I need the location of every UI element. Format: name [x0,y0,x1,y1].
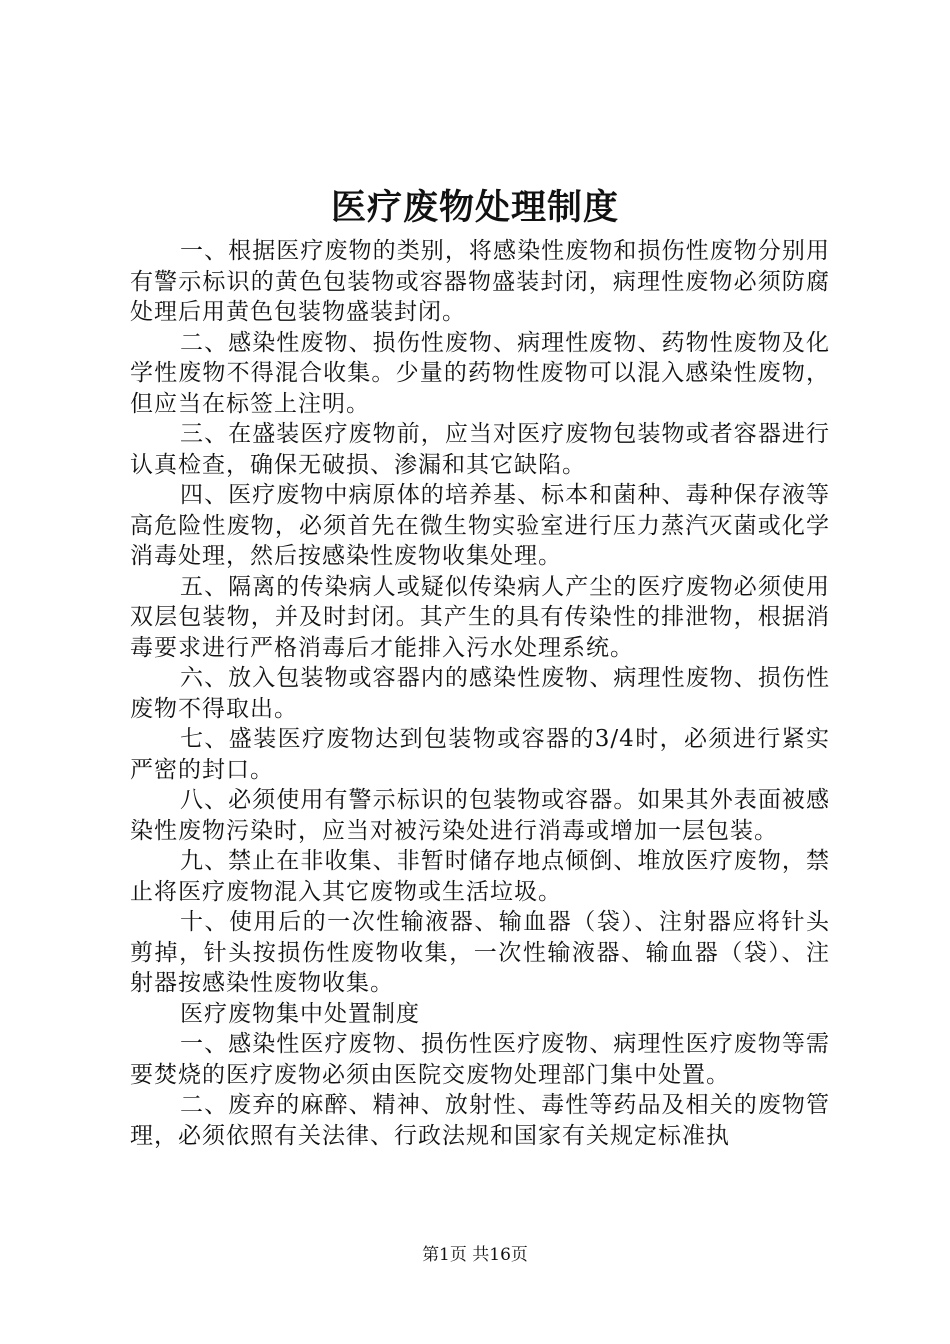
paragraph-7: 七、盛装医疗废物达到包装物或容器的3/4时，必须进行紧实严密的封口。 [130,726,830,783]
paragraph-6: 六、放入包装物或容器内的感染性废物、病理性废物、损伤性废物不得取出。 [130,665,830,722]
paragraph-12: 二、废弃的麻醉、精神、放射性、毒性等药品及相关的废物管理，必须依照有关法律、行政法规和国家有关规定标准执 [130,1092,830,1149]
paragraph-11: 一、感染性医疗废物、损伤性医疗废物、病理性医疗废物等需要焚烧的医疗废物必须由医院交废物处理部门集中处置。 [130,1031,830,1088]
page-footer: 第1页 共16页 [422,1245,528,1265]
paragraph-9: 九、禁止在非收集、非暂时储存地点倾倒、堆放医疗废物，禁止将医疗废物混入其它废物或生活垃圾。 [130,848,830,905]
document-body [130,236,830,1151]
paragraph-8: 八、必须使用有警示标识的包装物或容器。如果其外表面被感染性废物污染时，应当对被污染处进行消毒或增加一层包装。 [130,787,830,844]
paragraph-3: 三、在盛装医疗废物前，应当对医疗废物包装物或者容器进行认真检查，确保无破损、渗漏和其它缺陷。 [130,421,830,478]
document-title: 医疗废物处理制度 [330,187,619,228]
paragraph-5: 五、隔离的传染病人或疑似传染病人产尘的医疗废物必须使用双层包装物，并及时封闭。其产生的具有传染性的排泄物，根据消毒要求进行严格消毒后才能排入污水处理系统。 [130,573,830,661]
section-heading: 医疗废物集中处置制度 [180,1000,420,1027]
paragraph-10: 十、使用后的一次性输液器、输血器（袋）、注射器应将针头剪掉，针头按损伤性废物收集，一次性输液器、输血器（袋）、注射器按感染性废物收集。 [130,909,830,996]
paragraph-4: 四、医疗废物中病原体的培养基、标本和菌种、毒种保存液等高危险性废物，必须首先在微生物实验室进行压力蒸汽灭菌或化学消毒处理，然后按感染性废物收集处理。 [130,482,830,569]
paragraph-2: 二、感染性废物、损伤性废物、病理性废物、药物性废物及化学性废物不得混合收集。少量的药物性废物可以混入感染性废物，但应当在标签上注明。 [130,329,830,417]
paragraph-1: 一、根据医疗废物的类别，将感染性废物和损伤性废物分别用有警示标识的黄色包装物或容器物盛装封闭，病理性废物必须防腐处理后用黄色包装物盛装封闭。 [130,238,830,325]
